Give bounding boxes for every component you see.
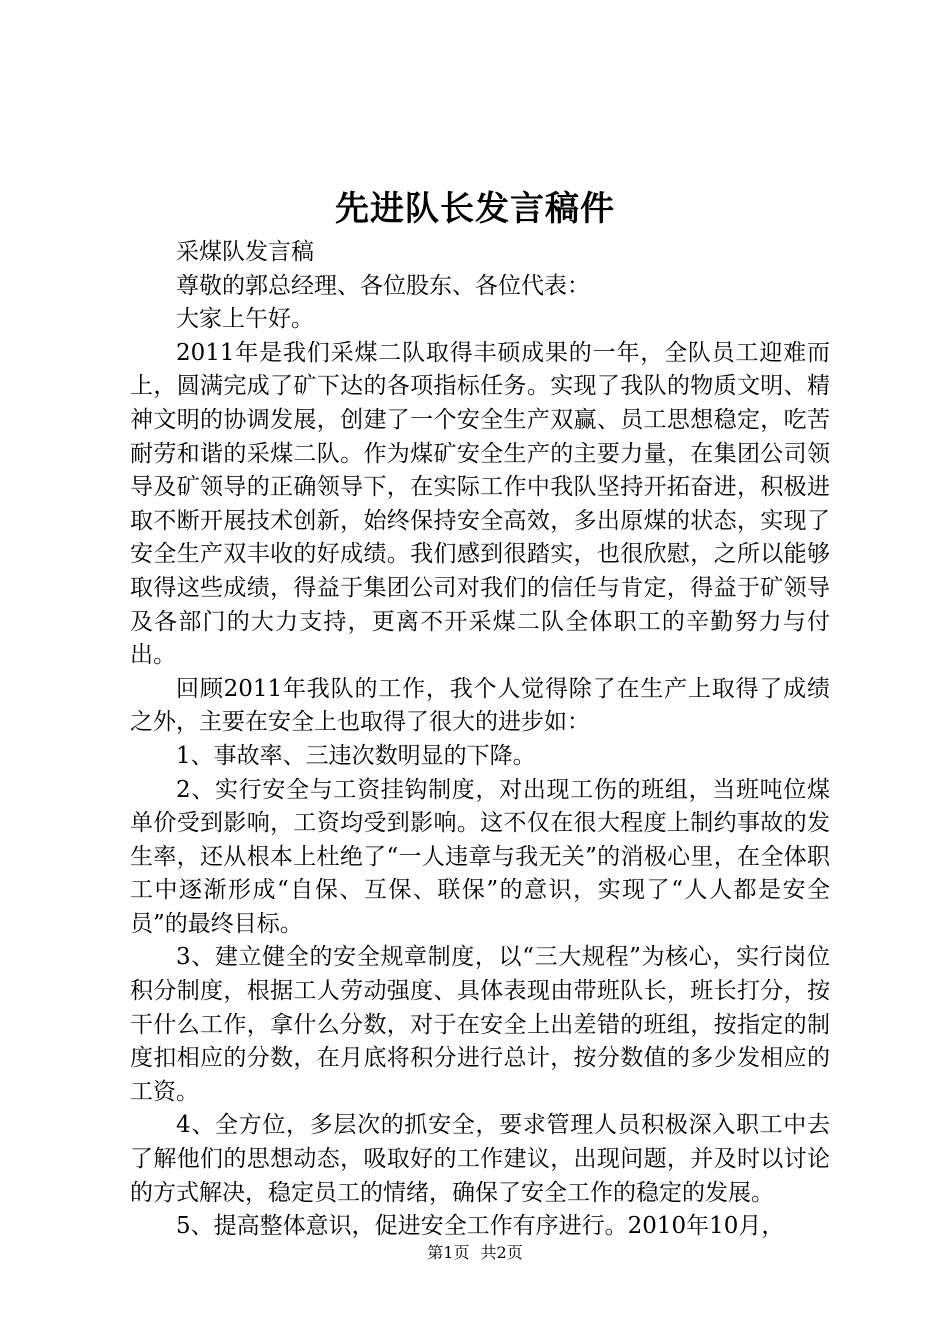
paragraph-item-1: 1、事故率、三违次数明显的下降。	[176, 742, 536, 769]
paragraph-greeting: 大家上午好。	[176, 306, 314, 333]
paragraph-item-5: 5、提高整体意识，促进安全工作有序进行。2010年10月，	[176, 1213, 785, 1240]
page-footer	[0, 1242, 950, 1264]
page-number-current: 第1页	[427, 1243, 470, 1262]
document-title: 先进队长发言稿件	[335, 189, 615, 229]
paragraph-review: 回顾2011年我队的工作，我个人觉得除了在生产上取得了成绩之外，主要在安全上也取得了很大的进步如：	[130, 675, 830, 736]
paragraph-item-3: 3、建立健全的安全规章制度，以“三大规程”为核心，实行岗位积分制度，根据工人劳动强度、具体表现由带班队长，班长打分，按干什么工作，拿什么分数，对于在安全上出差错的班组，按指定的制度扣相应的分数，在月底将积分进行总计，按分数值的多少发相应的工资。	[130, 944, 830, 1105]
paragraph-item-2: 2、实行安全与工资挂钩制度，对出现工伤的班组，当班吨位煤单价受到影响，工资均受到影响。这不仅在很大程度上制约事故的发生率，还从根本上杜绝了“一人违章与我无关”的消极心里，在全体职工中逐渐形成“自保、互保、联保”的意识，实现了“人人都是安全员”的最终目标。	[130, 776, 830, 937]
paragraph-achievements: 2011年是我们采煤二队取得丰硕成果的一年，全队员工迎难而上，圆满完成了矿下达的各项指标任务。实现了我队的物质文明、精神文明的协调发展，创建了一个安全生产双赢、员工思想稳定，吃苦耐劳和谐的采煤二队。作为煤矿安全生产的主要力量，在集团公司领导及矿领导的正确领导下，在实际工作中我队坚持开拓奋进，积极进取不断开展技术创新，始终保持安全高效，多出原煤的状态，实现了安全生产双丰收的好成绩。我们感到很踏实，也很欣慰，之所以能够取得这些成绩，得益于集团公司对我们的信任与肯定，得益于矿领导及各部门的大力支持，更离不开采煤二队全体职工的辛勤努力与付出。	[130, 339, 830, 669]
paragraph-item-4: 4、全方位，多层次的抓安全，要求管理人员积极深入职工中去了解他们的思想动态，吸取好的工作建议，出现问题，并及时以讨论的方式解决，稳定员工的情绪，确保了安全工作的稳定的发展。	[130, 1112, 830, 1206]
page-number-total: 共2页	[480, 1243, 523, 1262]
paragraph-addressee: 尊敬的郭总经理、各位股东、各位代表：	[176, 272, 590, 299]
paragraph-salutation-heading: 采煤队发言稿	[176, 239, 314, 265]
document-body	[130, 236, 830, 1244]
